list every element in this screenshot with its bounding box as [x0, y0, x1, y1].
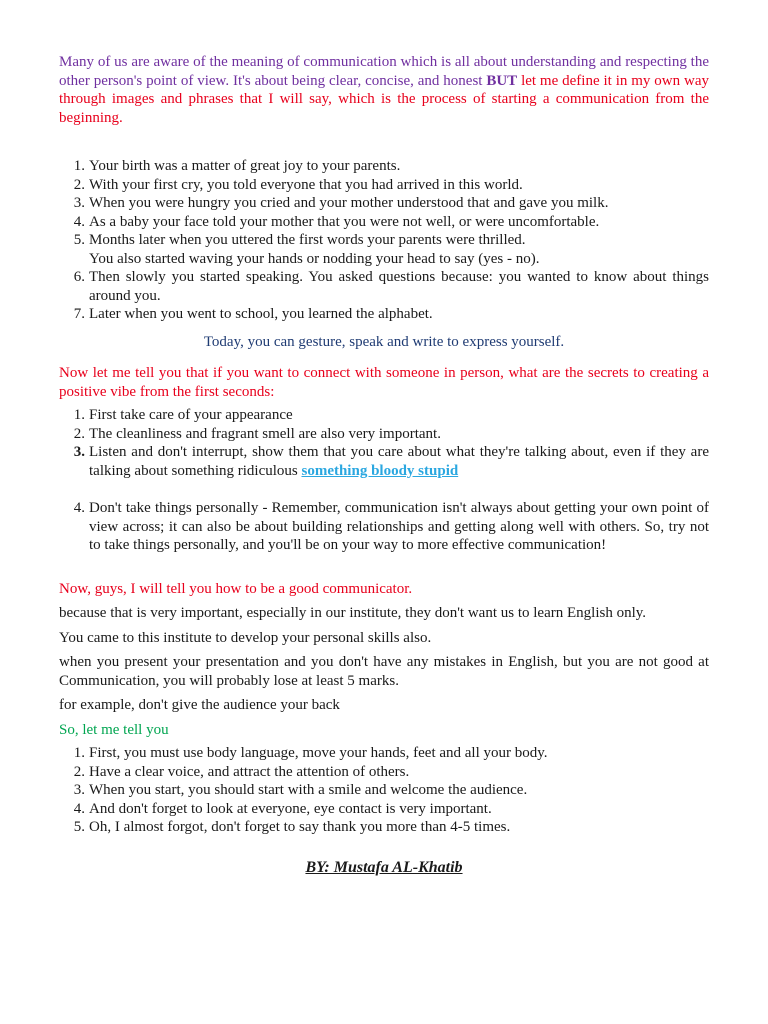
- intro-but-word: BUT: [486, 72, 518, 89]
- list-text: The cleanliness and fragrant smell are also very important.: [89, 425, 441, 442]
- today-line: Today, you can gesture, speak and write to express yourself.: [203, 333, 565, 350]
- list-item: [59, 499, 709, 555]
- list-number: 4.: [73, 500, 85, 516]
- tell-you-line: So, let me tell you: [59, 721, 169, 738]
- birth-list: [59, 157, 709, 324]
- list-item: [59, 213, 709, 232]
- list-text: Then slowly you started speaking. You asked questions because: you wanted to know about things around you.: [89, 269, 709, 304]
- list-number: 4.: [73, 800, 85, 817]
- author-signature: BY: Mustafa AL-Khatib: [305, 858, 463, 876]
- list-item: [59, 194, 709, 213]
- list-item: [59, 800, 709, 819]
- intro-paragraph: [59, 53, 709, 127]
- list-item: [59, 305, 709, 324]
- list-item: [59, 231, 709, 268]
- intro-purple-text: Many of us are aware of the meaning of communication which is all about understanding and respecting the other person's point of view. It's about being clear, concise, and honest: [59, 54, 709, 89]
- list-item: [59, 443, 709, 480]
- list-text: Months later when you uttered the first words your parents were thrilled.: [89, 232, 526, 248]
- communicator-list: [59, 744, 709, 837]
- list-text: Your birth was a matter of great joy to your parents.: [89, 158, 401, 174]
- list-number: 3.: [73, 195, 85, 211]
- secrets-intro: Now let me tell you that if you want to connect with someone in person, what are the secrets to creating a positive vibe from the first seconds:: [59, 365, 709, 400]
- list-item: [59, 818, 709, 837]
- list-number: 1.: [73, 407, 85, 423]
- list-text: When you were hungry you cried and your mother understood that and gave you milk.: [89, 195, 609, 211]
- list-number: 2.: [73, 176, 85, 193]
- list-text: First take care of your appearance: [89, 407, 293, 423]
- list-text: Listen and don't interrupt, show them that you care about what they're talking about, even if they are talking about something ridiculous: [89, 444, 709, 479]
- list-item: [59, 763, 709, 782]
- list-text: Don't take things personally - Remember, communication isn't always about getting your own point of view across; it can also be about building relationships and getting along well with others. So, try not to take things personally, and you'll be on your way to more effective communication!: [89, 500, 709, 553]
- list-number: 1.: [73, 158, 85, 174]
- list-number: 4.: [73, 213, 85, 230]
- list-number: 6.: [73, 269, 85, 285]
- list-text: And don't forget to look at everyone, eye contact is very important.: [89, 800, 492, 817]
- list-text: Have a clear voice, and attract the attention of others.: [89, 763, 410, 780]
- paragraph-institute: because that is very important, especially in our institute, they don't want us to learn English only.: [59, 605, 647, 621]
- list-item: [59, 406, 709, 425]
- list-number: 1.: [73, 745, 85, 761]
- list-number: 5.: [73, 232, 85, 248]
- list-subtext: You also started waving your hands or nodding your head to say (yes - no).: [89, 250, 540, 267]
- list-number: 7.: [73, 306, 85, 322]
- secrets-list: [59, 406, 709, 555]
- something-bloody-stupid-link[interactable]: something bloody stupid: [301, 462, 459, 479]
- list-item: [59, 268, 709, 305]
- list-text: As a baby your face told your mother that you were not well, or were uncomfortable.: [89, 213, 600, 230]
- list-item: [59, 781, 709, 800]
- list-item: [59, 157, 709, 176]
- list-item: [59, 176, 709, 195]
- list-number: 3.: [73, 444, 85, 460]
- communicator-heading: Now, guys, I will tell you how to be a good communicator.: [59, 580, 413, 597]
- list-number: 2.: [73, 763, 85, 780]
- list-item: [59, 744, 709, 763]
- list-text: When you start, you should start with a smile and welcome the audience.: [89, 782, 528, 798]
- list-number: 5.: [73, 819, 85, 835]
- list-text: Oh, I almost forgot, don't forget to say thank you more than 4-5 times.: [89, 819, 511, 835]
- list-text: First, you must use body language, move your hands, feet and all your body.: [89, 745, 548, 761]
- list-number: 3.: [73, 782, 85, 798]
- paragraph-presentation: when you present your presentation and you don't have any mistakes in English, but you are not good at Communication, you will probably lose at least 5 marks.: [59, 654, 709, 689]
- paragraph-example: for example, don't give the audience your back: [59, 697, 340, 713]
- list-number: 2.: [73, 425, 85, 442]
- list-item: [59, 425, 709, 444]
- intro-red-text: let me define it in my own way through images and phrases that I will say, which is the process of starting a communication from the beginning.: [59, 72, 709, 126]
- list-text: Later when you went to school, you learned the alphabet.: [89, 306, 433, 322]
- list-text: With your first cry, you told everyone that you had arrived in this world.: [89, 176, 523, 193]
- paragraph-skills: You came to this institute to develop your personal skills also.: [59, 629, 432, 646]
